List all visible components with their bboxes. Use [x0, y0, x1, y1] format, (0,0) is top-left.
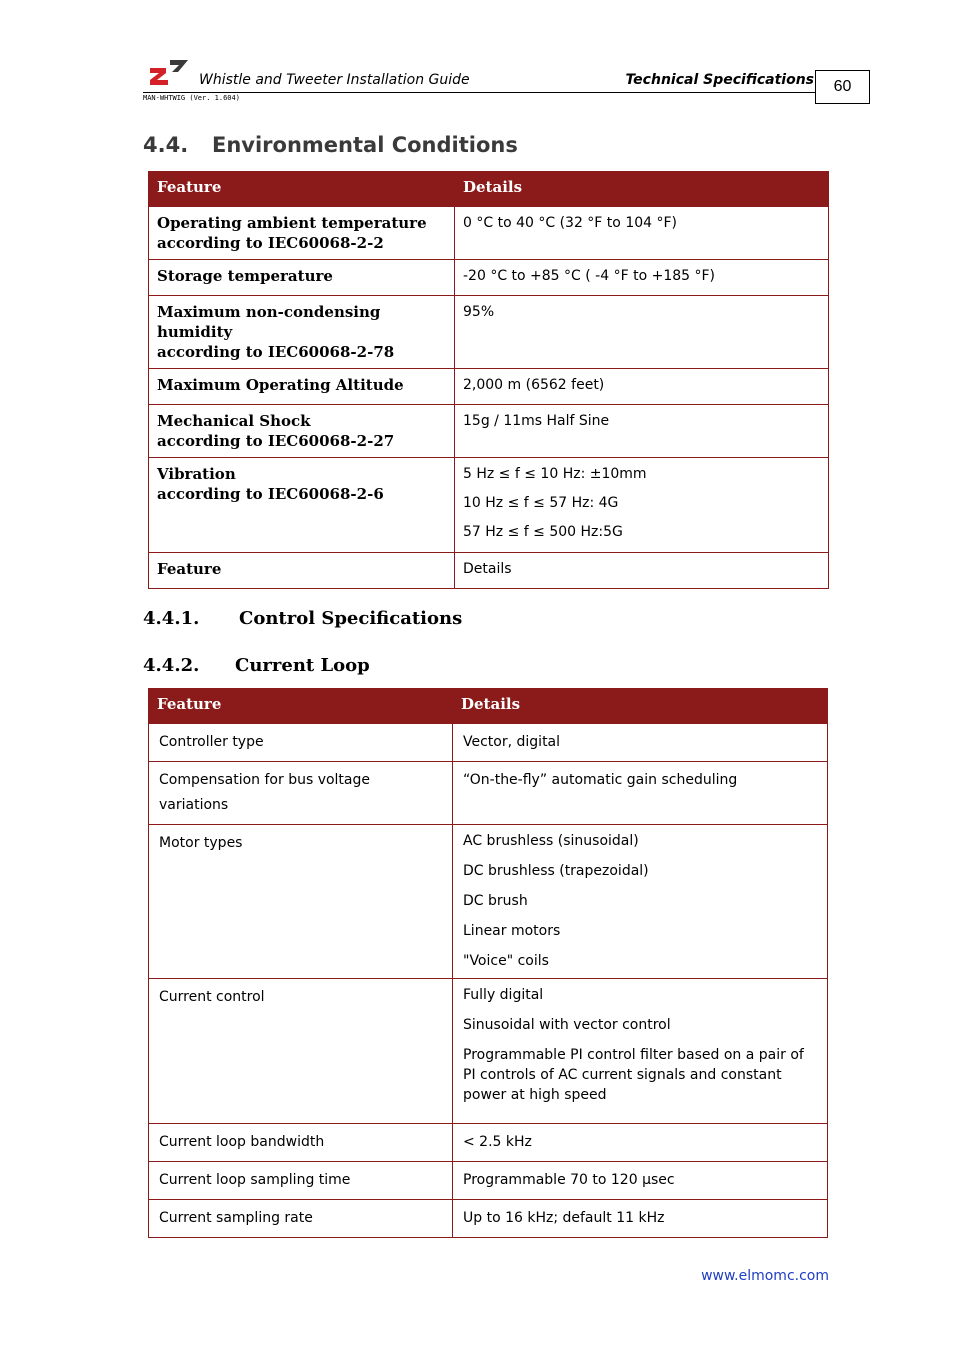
- details-text: Vector, digital: [463, 734, 561, 750]
- details-text: 2,000 m (6562 feet): [463, 377, 605, 393]
- feature-cell: [149, 825, 453, 979]
- subsection-number: 4.4.1.: [143, 608, 200, 629]
- subsection-title: Control Specifications: [239, 608, 463, 629]
- details-text: DC brushless (trapezoidal): [463, 863, 649, 879]
- table-row: [149, 1124, 828, 1162]
- table-row: [149, 1162, 828, 1200]
- details-text: 95%: [463, 304, 495, 320]
- details-text: 10 Hz ≤ f ≤ 57 Hz: 4G: [463, 495, 619, 511]
- details-cell: [453, 762, 828, 825]
- table-row: [149, 296, 829, 369]
- section-heading: [143, 133, 518, 157]
- feature-text: according to IEC60068-2-2: [157, 234, 384, 252]
- document-title: Whistle and Tweeter Installation Guide: [199, 72, 470, 88]
- feature-text: Current loop sampling time: [159, 1172, 351, 1188]
- feature-cell: [149, 979, 453, 1124]
- column-header: Details: [453, 689, 828, 724]
- feature-cell: [149, 553, 455, 589]
- details-text: Linear motors: [463, 923, 561, 939]
- details-cell: [453, 1162, 828, 1200]
- website-link[interactable]: www.elmomc.com: [701, 1268, 829, 1284]
- feature-text: variations: [159, 797, 229, 813]
- subsection-title: Current Loop: [235, 655, 370, 676]
- feature-text: Mechanical Shock: [157, 412, 311, 430]
- details-text: -20 °C to +85 °C ( -4 °F to +185 °F): [463, 268, 716, 284]
- column-header: Feature: [149, 689, 453, 724]
- details-text: Sinusoidal with vector control: [463, 1017, 671, 1033]
- table-row: [149, 369, 829, 405]
- feature-text: Operating ambient temperature: [157, 214, 427, 232]
- details-cell: [455, 207, 829, 260]
- column-header: Details: [455, 172, 829, 207]
- document-version: MAN-WHTWIG (Ver. 1.604): [143, 94, 240, 102]
- feature-cell: [149, 405, 455, 458]
- table-row: [149, 458, 829, 553]
- details-cell: [455, 296, 829, 369]
- feature-cell: [149, 207, 455, 260]
- table-row: [149, 979, 828, 1124]
- table-row: [149, 260, 829, 296]
- details-text: AC brushless (sinusoidal): [463, 833, 639, 849]
- table-row: [149, 1200, 828, 1238]
- elmo-logo: [148, 58, 190, 86]
- table-row: [149, 207, 829, 260]
- details-cell: [455, 458, 829, 553]
- table-header-row: [149, 689, 828, 724]
- feature-text: Vibration: [157, 465, 236, 483]
- subsection-heading: [143, 655, 370, 676]
- table-row: [149, 405, 829, 458]
- page-number: 60: [815, 70, 870, 104]
- details-text: Up to 16 kHz; default 11 kHz: [463, 1210, 665, 1226]
- details-text: Programmable 70 to 120 μsec: [463, 1172, 675, 1188]
- details-cell: [453, 1200, 828, 1238]
- feature-cell: [149, 369, 455, 405]
- feature-text: Controller type: [159, 734, 264, 750]
- feature-text: Storage temperature: [157, 267, 333, 285]
- feature-text: according to IEC60068-2-6: [157, 485, 384, 503]
- feature-text: according to IEC60068-2-78: [157, 343, 395, 361]
- details-text: 57 Hz ≤ f ≤ 500 Hz:5G: [463, 524, 623, 540]
- current-loop-table: [148, 688, 828, 1238]
- feature-text: Maximum Operating Altitude: [157, 376, 404, 394]
- feature-text: Maximum non-condensing: [157, 303, 381, 321]
- feature-cell: [149, 1162, 453, 1200]
- details-text: Fully digital: [463, 987, 544, 1003]
- details-text: "Voice" coils: [463, 953, 549, 969]
- feature-text: Feature: [157, 560, 222, 578]
- details-text: “On-the-fly” automatic gain scheduling: [463, 772, 738, 788]
- table-row: [149, 825, 828, 979]
- details-text: Details: [463, 561, 512, 577]
- header-rule: [143, 92, 815, 93]
- feature-cell: [149, 458, 455, 553]
- feature-text: Motor types: [159, 835, 243, 851]
- details-cell: [453, 1124, 828, 1162]
- feature-text: Current control: [159, 989, 265, 1005]
- feature-text: Current sampling rate: [159, 1210, 313, 1226]
- details-cell: [453, 825, 828, 979]
- feature-cell: [149, 260, 455, 296]
- column-header: Feature: [149, 172, 455, 207]
- details-cell: [455, 369, 829, 405]
- feature-text: Compensation for bus voltage: [159, 772, 371, 788]
- table-row: [149, 553, 829, 589]
- feature-cell: [149, 1124, 453, 1162]
- section-title: Environmental Conditions: [212, 133, 518, 157]
- details-cell: [455, 553, 829, 589]
- details-cell: [453, 724, 828, 762]
- feature-text: according to IEC60068-2-27: [157, 432, 395, 450]
- feature-text: Current loop bandwidth: [159, 1134, 325, 1150]
- header-section-name: Technical Specifications: [625, 72, 814, 88]
- section-number: 4.4.: [143, 133, 189, 157]
- table-row: [149, 724, 828, 762]
- details-text: < 2.5 kHz: [463, 1134, 532, 1150]
- subsection-number: 4.4.2.: [143, 655, 200, 676]
- details-text: Programmable PI control filter based on a pair of PI controls of AC current signals and constant power at high speed: [463, 1047, 804, 1103]
- details-text: 15g / 11ms Half Sine: [463, 413, 610, 429]
- feature-cell: [149, 724, 453, 762]
- table-row: [149, 762, 828, 825]
- details-cell: [455, 260, 829, 296]
- details-text: 5 Hz ≤ f ≤ 10 Hz: ±10mm: [463, 466, 647, 482]
- details-cell: [453, 979, 828, 1124]
- details-text: DC brush: [463, 893, 528, 909]
- feature-cell: [149, 1200, 453, 1238]
- environmental-conditions-table: [148, 171, 829, 589]
- table-header-row: [149, 172, 829, 207]
- details-cell: [455, 405, 829, 458]
- feature-text: humidity: [157, 323, 233, 341]
- feature-cell: [149, 296, 455, 369]
- feature-cell: [149, 762, 453, 825]
- subsection-heading: [143, 608, 462, 629]
- details-text: 0 °C to 40 °C (32 °F to 104 °F): [463, 215, 677, 231]
